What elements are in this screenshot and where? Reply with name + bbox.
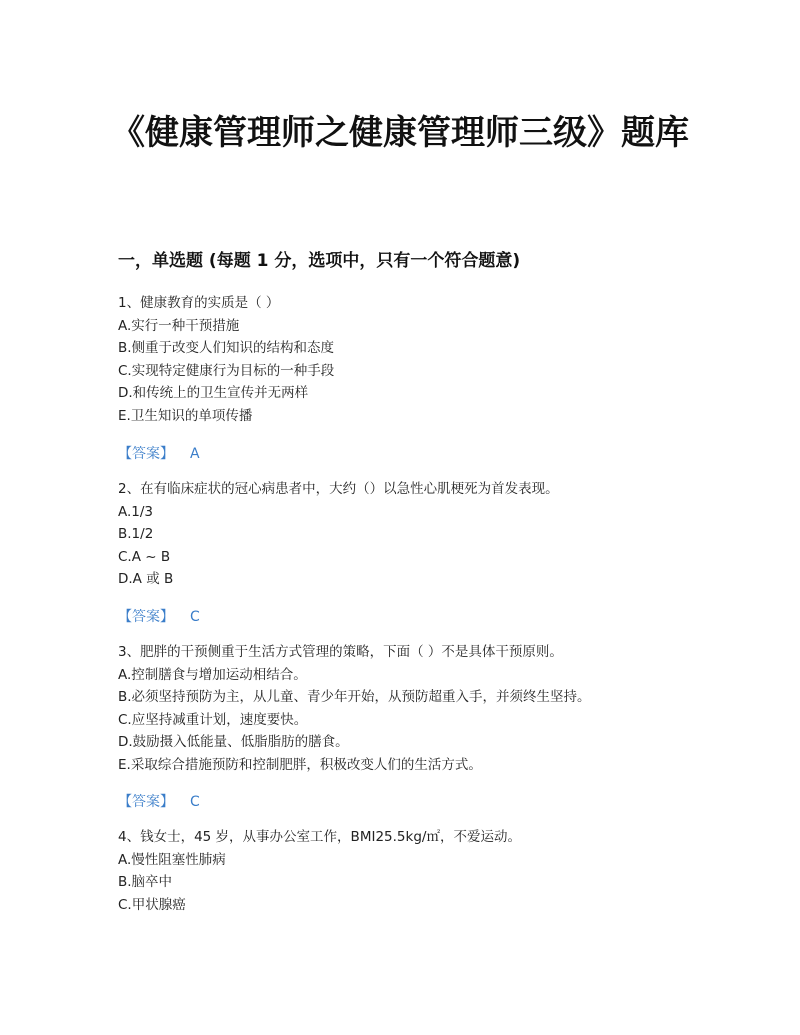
question-1 [118,292,334,428]
option-a: A.实行一种干预措施 [118,317,240,334]
answer-label: 【答案】 [118,609,174,625]
question-3 [118,641,591,777]
answer-3 [118,791,200,811]
option-b: B.侧重于改变人们知识的结构和态度 [118,340,335,357]
question-stem: 3、肥胖的干预侧重于生活方式管理的策略，下面（ ）不是具体干预原则。 [118,644,563,660]
answer-label: 【答案】 [118,794,174,810]
option-c: C.A ~ B [118,548,171,565]
option-e: E.卫生知识的单项传播 [118,407,253,424]
option-c: C.实现特定健康行为目标的一种手段 [118,362,335,379]
option-c: C.应坚持减重计划，速度要快。 [118,711,308,728]
option-d: D.A 或 B [118,571,174,588]
answer-value: C [190,794,200,810]
answer-2 [118,606,200,626]
option-c: C.甲状腺癌 [118,896,186,913]
option-a: A.1/3 [118,503,154,520]
option-b: B.1/2 [118,526,154,543]
document-title: 《健康管理师之健康管理师三级》题库 [111,113,689,153]
question-stem: 2、在有临床症状的冠心病患者中，大约（）以急性心肌梗死为首发表现。 [118,481,559,497]
option-a: A.控制膳食与增加运动相结合。 [118,666,307,683]
answer-label: 【答案】 [118,446,174,462]
option-b: B.脑卒中 [118,874,173,891]
question-stem: 1、健康教育的实质是（ ） [118,295,280,311]
section-heading: 一，单选题 (每题 1 分，选项中，只有一个符合题意) [118,251,521,271]
option-d: D.和传统上的卫生宣传并无两样 [118,385,309,402]
option-e: E.采取综合措施预防和控制肥胖，积极改变人们的生活方式。 [118,756,482,773]
answer-value: C [190,609,200,625]
option-d: D.鼓励摄入低能量、低脂脂肪的膳食。 [118,734,349,751]
question-2 [118,478,559,591]
option-a: A.慢性阻塞性肺病 [118,851,226,868]
answer-value: A [190,446,200,462]
answer-1 [118,443,200,463]
question-stem: 4、钱女士，45 岁，从事办公室工作，BMI25.5kg/㎡，不爱运动。 [118,829,521,845]
question-4 [118,826,521,916]
option-b: B.必须坚持预防为主，从儿童、青少年开始，从预防超重入手，并须终生坚持。 [118,689,591,706]
